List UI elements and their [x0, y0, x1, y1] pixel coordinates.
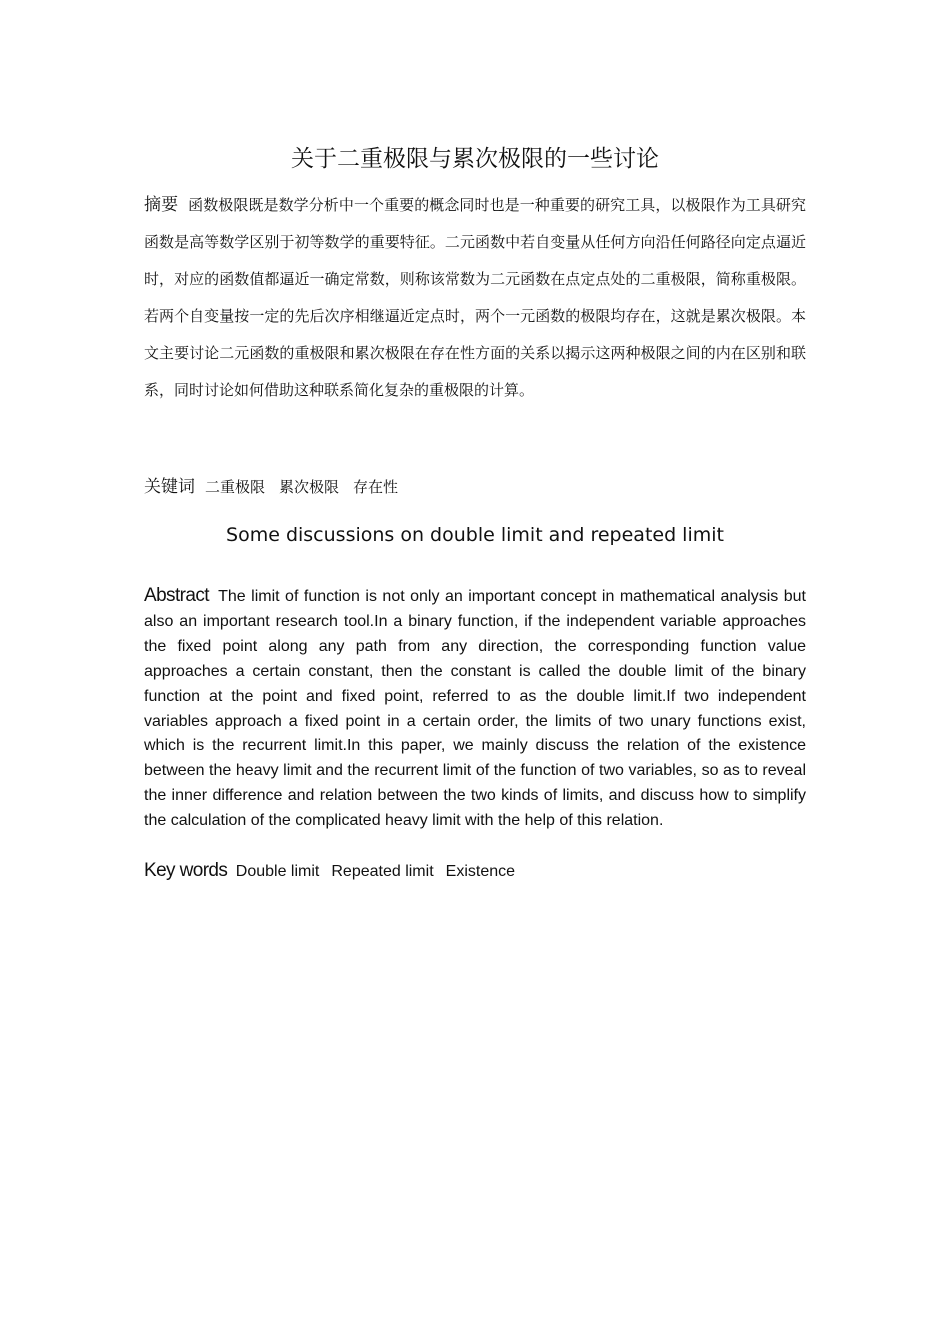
chinese-title: 关于二重极限与累次极限的一些讨论 — [291, 146, 659, 172]
english-abstract — [144, 584, 806, 834]
chinese-abstract-label: 摘要 — [144, 195, 179, 215]
chinese-abstract-text: 函数极限既是数学分析中一个重要的概念同时也是一种重要的研究工具，以极限作为工具研究函数是高等数学区别于初等数学的重要特征。二元函数中若自变量从任何方向沿任何路径向定点逼近时，对应的函数值都逼近一确定常数，则称该常数为二元函数在点定点处的二重极限，简称重极限。若两个自变量按一定的先后次序相继逼近定点时，两个一元函数的极限均存在，这就是累次极限。本文主要讨论二元函数的重极限和累次极限在存在性方面的关系以揭示这两种极限之间的内在区别和联系，同时讨论如何借助这种联系简化复杂的重极限的计算。 — [144, 196, 807, 399]
chinese-keyword: 累次极限 — [279, 478, 340, 496]
english-keywords-label: Key words — [144, 860, 228, 881]
chinese-keywords-label: 关键词 — [144, 477, 195, 497]
english-abstract-text: The limit of function is not only an important concept in mathematical analysis but also an important research tool.In a binary function, if the independent variable approaches the fixed point along any path from any direction, the corresponding function value approaches a certain constant, then the constant is called the double limit of the binary function at the point and fixed point, referred to as the double limit.If two independent variables approach a fixed point in a certain order, the limits of two unary functions exist, which is the recurrent limit.In this paper, we mainly discuss the relation of the existence between the heavy limit and the recurrent limit of the function of two variables, so as to reveal the inner difference and relation between the two kinds of limits, and discuss how to simplify the calculation of the complicated heavy limit with the help of this relation. — [144, 588, 806, 830]
english-title: Some discussions on double limit and repeated limit — [226, 524, 724, 546]
english-keyword: Existence — [445, 863, 516, 880]
english-keyword: Double limit — [235, 863, 320, 880]
chinese-keyword: 二重极限 — [205, 478, 266, 496]
english-abstract-label: Abstract — [144, 585, 209, 606]
english-keyword: Repeated limit — [331, 863, 434, 880]
chinese-abstract — [144, 187, 806, 409]
chinese-keyword: 存在性 — [353, 478, 399, 496]
chinese-keywords — [144, 472, 806, 502]
english-keywords — [144, 858, 806, 885]
